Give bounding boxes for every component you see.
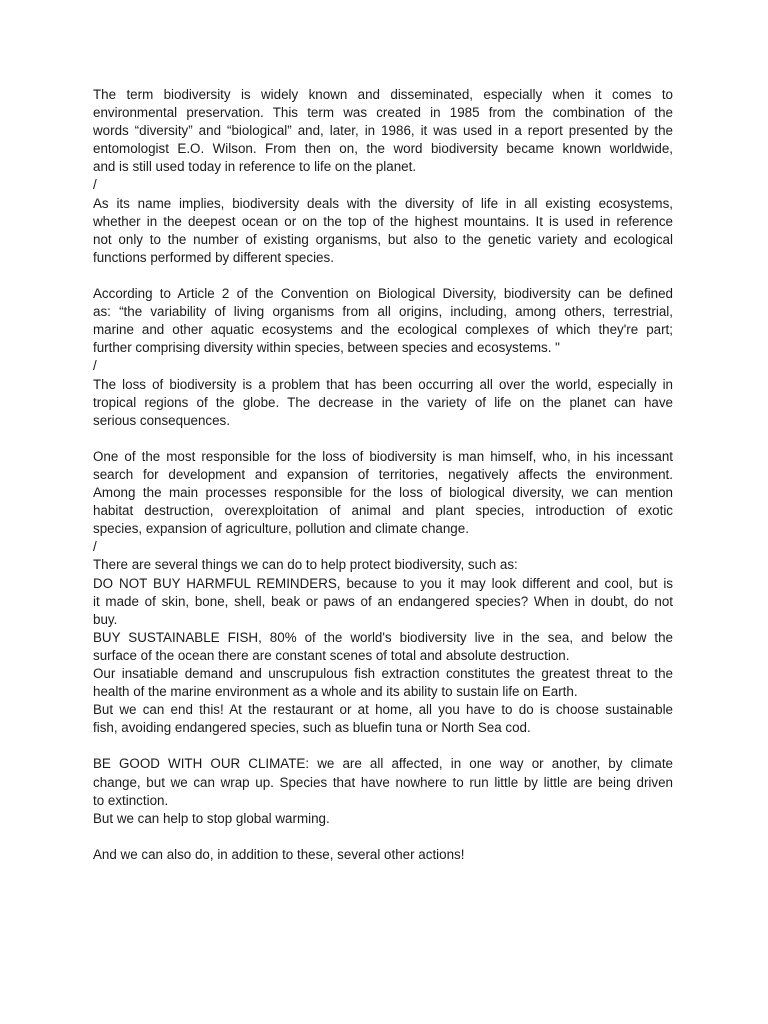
text-line: But we can end this! At the restaurant or at home, all you have to do is choose sustainable — [93, 702, 673, 718]
blank-line — [93, 828, 673, 846]
paragraph — [93, 195, 673, 267]
text-line: words “diversity” and “biological” and, later, in 1986, it was used in a report presented by the — [93, 123, 673, 139]
blank-line — [93, 430, 673, 448]
separator-slash — [93, 176, 673, 194]
separator-slash — [93, 538, 673, 556]
text-line: DO NOT BUY HARMFUL REMINDERS, because to you it may look different and cool, but is — [93, 575, 673, 591]
text-line: BUY SUSTAINABLE FISH, 80% of the world's biodiversity live in the sea, and below the — [93, 629, 673, 645]
paragraph — [93, 701, 673, 737]
paragraph — [93, 629, 673, 665]
text-line: / — [93, 358, 97, 374]
paragraph — [93, 448, 673, 538]
text-line: The term biodiversity is widely known and disseminated, especially when it comes to — [93, 87, 673, 102]
text-line: Our insatiable demand and unscrupulous fish extraction constitutes the greatest threat to the — [93, 666, 673, 681]
text-line: / — [93, 539, 97, 555]
text-line: surface of the ocean there are constant scenes of total and absolute destruction. — [93, 647, 570, 663]
text-line: it made of skin, bone, shell, beak or paws of an endangered species? When in doubt, do not — [93, 593, 673, 609]
text-line: health of the marine environment as a whole and its ability to sustain life on Earth. — [93, 684, 578, 700]
text-line: as: “the variability of living organisms from all origins, including, among others, terrestrial, — [93, 304, 673, 320]
text-line: entomologist E.O. Wilson. From then on, the word biodiversity became known worldwide, — [93, 141, 673, 157]
text-line: One of the most responsible for the loss of biodiversity is man himself, who, in his incessant — [93, 448, 673, 464]
paragraph — [93, 376, 673, 430]
text-line: search for development and expansion of territories, negatively affects the environment. — [93, 466, 673, 482]
text-line: According to Article 2 of the Convention on Biological Diversity, biodiversity can be defined — [93, 286, 673, 302]
paragraph — [93, 86, 673, 176]
text-line: serious consequences. — [93, 412, 230, 428]
text-line: whether in the deepest ocean or on the top of the highest mountains. It is used in reference — [93, 213, 673, 229]
text-line: species, expansion of agriculture, pollution and climate change. — [93, 521, 469, 537]
text-line: The loss of biodiversity is a problem that has been occurring all over the world, especially in — [93, 376, 673, 392]
text-line: As its name implies, biodiversity deals with the diversity of life in all existing ecosystems, — [93, 195, 673, 211]
document-page — [93, 86, 673, 864]
text-line: not only to the number of existing organisms, but also to the genetic variety and ecological — [93, 231, 673, 247]
text-line: habitat destruction, overexploitation of animal and plant species, introduction of exotic — [93, 503, 673, 519]
text-line: to extinction. — [93, 792, 169, 808]
text-line: change, but we can wrap up. Species that have nowhere to run little by little are being driven — [93, 774, 673, 790]
text-line: marine and other aquatic ecosystems and the ecological complexes of which they're part; — [93, 322, 673, 338]
text-line: fish, avoiding endangered species, such as bluefin tuna or North Sea cod. — [93, 720, 531, 736]
paragraph — [93, 575, 673, 629]
paragraph — [93, 665, 673, 701]
text-line: tropical regions of the globe. The decrease in the variety of life on the planet can have — [93, 394, 673, 410]
text-line: environmental preservation. This term was created in 1985 from the combination of the — [93, 105, 673, 121]
text-line: Among the main processes responsible for the loss of biological diversity, we can mention — [93, 485, 673, 501]
paragraph — [93, 810, 673, 828]
text-line: further comprising diversity within species, between species and ecosystems. " — [93, 340, 560, 356]
paragraph — [93, 285, 673, 357]
text-line: functions performed by different species. — [93, 249, 334, 265]
text-line: BE GOOD WITH OUR CLIMATE: we are all affected, in one way or another, by climate — [93, 756, 673, 772]
text-line: But we can help to stop global warming. — [93, 810, 330, 826]
text-line: / — [93, 177, 97, 193]
paragraph — [93, 846, 673, 864]
text-line: And we can also do, in addition to these, several other actions! — [93, 846, 465, 862]
blank-line — [93, 737, 673, 755]
separator-slash — [93, 357, 673, 375]
paragraph — [93, 556, 673, 574]
blank-line — [93, 267, 673, 285]
paragraph — [93, 755, 673, 809]
text-line: and is still used today in reference to life on the planet. — [93, 159, 417, 175]
text-line: buy. — [93, 611, 118, 627]
text-line: There are several things we can do to help protect biodiversity, such as: — [93, 557, 518, 573]
